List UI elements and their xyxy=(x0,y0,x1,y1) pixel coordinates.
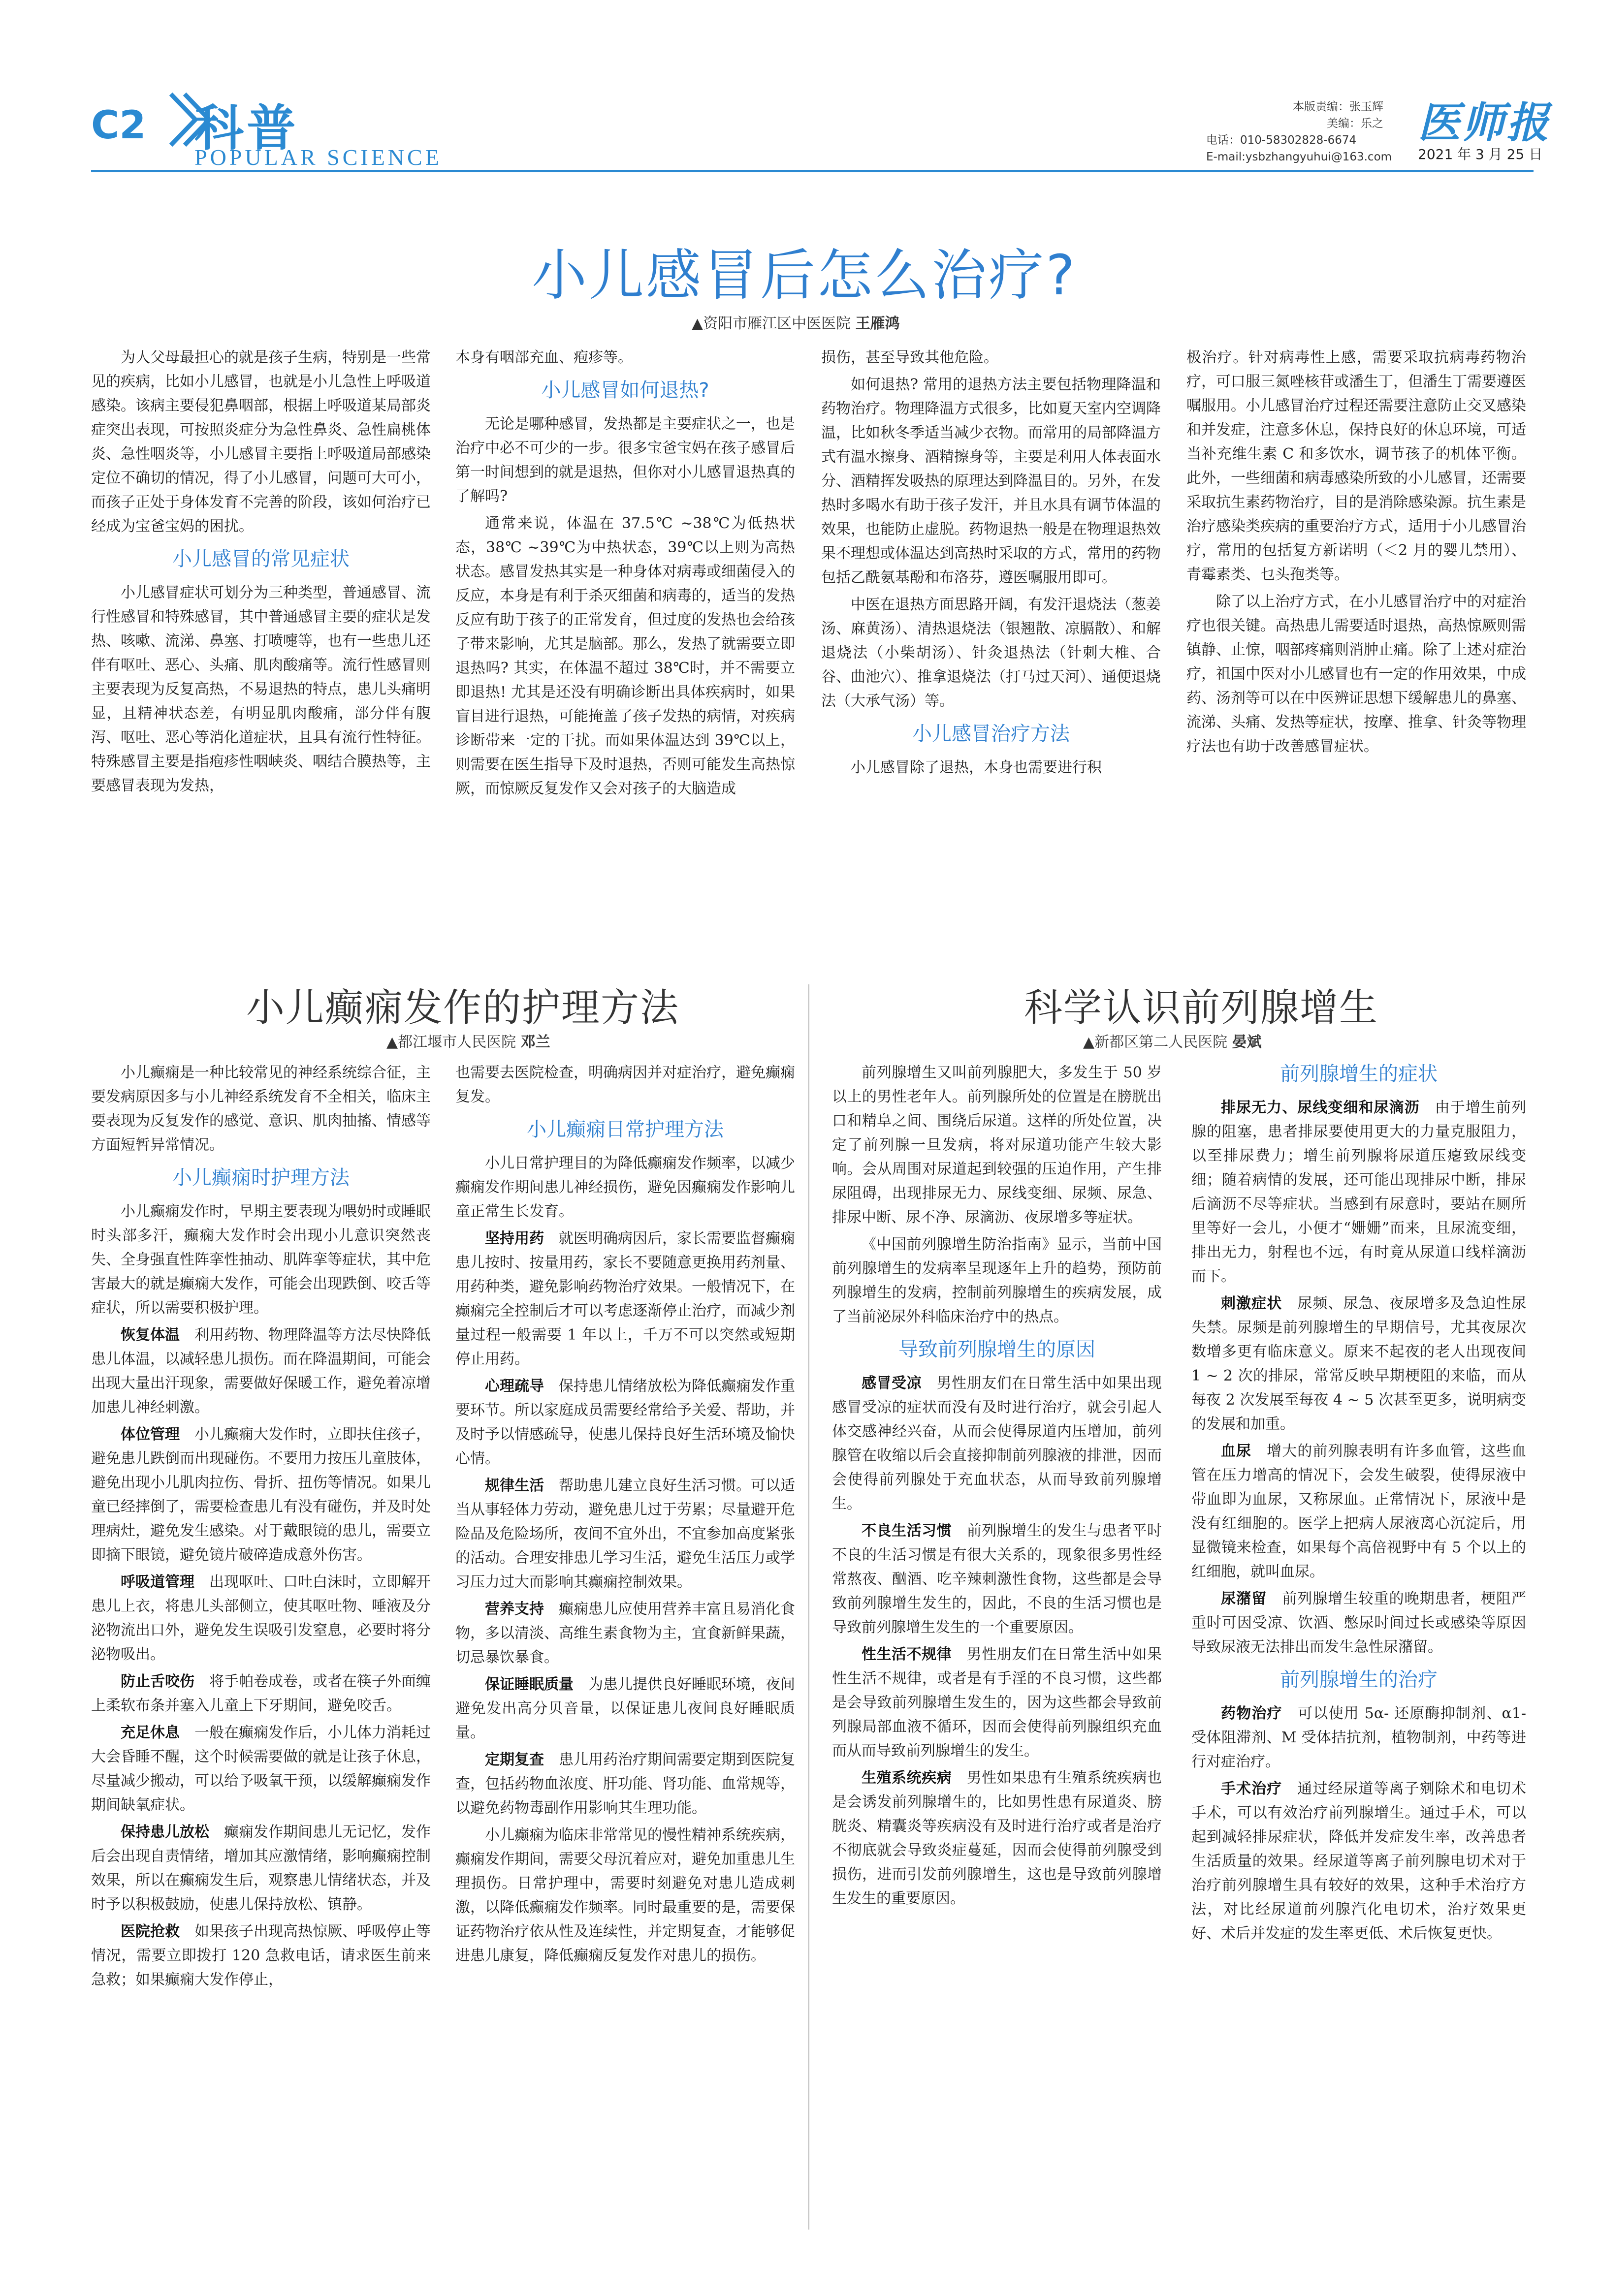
keyword: 体位管理 xyxy=(121,1426,180,1443)
article3-byline-author: 晏斌 xyxy=(1232,1034,1262,1051)
paragraph-text: 可以使用 5α- 还原酶抑制剂、α1- 受体阻滞剂、M 受体拮抗剂，植物制剂，中药等进行对症治疗。 xyxy=(1191,1705,1527,1770)
article2-title: 小儿癫痫发作的护理方法 xyxy=(246,986,680,1030)
subheading: 小儿癫痫日常护理方法 xyxy=(527,1118,724,1141)
paragraph: 除了以上治疗方式，在小儿感冒治疗中的对症治疗也很关键。高热患儿需要适时退热，高热惊厥则需镇静、止惊，咽部疼痛则消肿止痛。除了上述对症治疗，祖国中医对小儿感冒也有一定的作用效果，中成药、汤剂等可以在中医辨证思想下缓解患儿的鼻塞、流涕、头痛、发热等症状，按摩、推拿、针灸等物理疗法也有助于改善感冒症状。 xyxy=(1186,593,1526,755)
subheading: 导致前列腺增生的原因 xyxy=(898,1338,1095,1361)
keyword: 防止舌咬伤 xyxy=(121,1673,194,1690)
paragraph: 《中国前列腺增生防治指南》显示，当前中国前列腺增生的发病率呈现逐年上升的趋势，预防前列腺增生的发病，控制前列腺增生的疾病发展，成了当前泌尿外科临床治疗中的热点。 xyxy=(832,1236,1162,1325)
paragraph: 前列腺增生又叫前列腺肥大，多发生于 50 岁以上的男性老年人。前列腺所处的位置是在膀胱出口和精阜之间、围绕后尿道。这样的所处位置，决定了前列腺一旦发病，将对尿道功能产生较大影响。会从周围对尿道起到较强的压迫作用，产生排尿阻碍，出现排尿无力、尿线变细、尿频、尿急、排尿中断、尿不净、尿滴沥、夜尿增多等症状。 xyxy=(832,1064,1162,1226)
paragraph-text: 癫痫发作期间患儿无记忆，发作后会出现自责情绪，增加其应激情绪，影响癫痫控制效果，所以在癫痫发生后，观察患儿情绪状态，并及时予以积极鼓励，使患儿保持放松、镇静。 xyxy=(91,1824,431,1913)
phone-line: 电话：010-58302828-6674 xyxy=(1206,134,1357,147)
paragraph: 通常来说，体温在 37.5℃ ~38℃为低热状态，38℃ ~39℃为中热状态，39℃以上则为高热状态。感冒发热其实是一种身体对病毒或细菌侵入的反应，本身是有利于杀灭细菌和病毒的，适当的发热反应有助于孩子的正常发育，但过度的发热也会给孩子带来影响，尤其是脑部。那么，发热了就需要立即退热吗? 其实，在体温不超过 38℃时，并不需要立即退热! 尤其是还没有明确诊断出具体疾病时，如果盲目进行退热，可能掩盖了孩子发热的病情，对疾病诊断带来一定的干扰。而如果体温达到 39℃以上，则需要在医生指导下及时退热，否则可能发生高热惊厥，而惊厥反复发作又会对孩子的大脑造成 xyxy=(455,515,795,797)
paragraph: 极治疗。针对病毒性上感，需要采取抗病毒药物治疗，可口服三氮唑核苷或潘生丁，但潘生丁需要遵医嘱服用。小儿感冒治疗过程还需要注意防止交叉感染和并发症，注意多休息，保持良好的休息环境，可适当补充维生素 C 和多饮水，调节孩子的机体平衡。此外，一些细菌和病毒感染所致的小儿感冒，还需要采取抗生素药物治疗，目的是消除感染源。抗生素是治疗感染类疾病的重要治疗方式，适用于小儿感冒治疗，常用的包括复方新诺明（＜2 月的婴儿禁用）、青霉素类、乜头孢类等。 xyxy=(1186,349,1526,583)
keyword: 规律生活 xyxy=(485,1477,544,1494)
paragraph xyxy=(832,1642,1162,1763)
keyword: 恢复体温 xyxy=(121,1326,180,1344)
paragraph-text: 男性朋友们在日常生活中如果出现感冒受凉的症状而没有及时进行治疗，就会引起人体交感神经兴奋，从而会使得尿道内压增加，前列腺管在收缩以后会直接抑制前列腺液的排泄，因而会使得前列腺处于充血状态，从而导致前列腺增生。 xyxy=(832,1375,1162,1512)
article3-title: 科学认识前列腺增生 xyxy=(1024,986,1379,1030)
header-rule xyxy=(91,170,1534,172)
article2-column-2 xyxy=(455,1061,795,1971)
paragraph xyxy=(91,1721,431,1817)
article1-column-2 xyxy=(455,346,795,804)
paragraph-text: 就医明确病因后，家长需要监督癫痫患儿按时、按量用药，家长不要随意更换用药剂量、用药种类，避免影响药物治疗效果。一般情况下，在癫痫完全控制后才可以考虑逐渐停止治疗，而减少剂量过程一般需要 1 年以上，千万不可以突然或短期停止用药。 xyxy=(455,1230,795,1368)
subheading: 小儿感冒如何退热? xyxy=(541,379,709,402)
paragraph: 如何退热? 常用的退热方法主要包括物理降温和药物治疗。物理降温方式很多，比如夏天室内空调降温，比如秋冬季适当减少衣物。而常用的局部降温方式有温水擦身、酒精擦身等，主要是利用人体表面水分、酒精挥发吸热的原理达到降温目的。另外，在发热时多喝水有助于孩子发汗，并且水具有调节体温的效果，也能防止虚脱。药物退热一般是在物理退热效果不理想或体温达到高热时采取的方式，常用的药物包括乙酰氨基酚和布洛芬，遵医嘱服用即可。 xyxy=(821,376,1161,586)
article3-byline xyxy=(1083,1030,1262,1051)
paragraph xyxy=(455,1474,795,1594)
article2-column-1 xyxy=(91,1061,431,1995)
keyword: 心理疏导 xyxy=(485,1378,544,1395)
paragraph-text: 由于增生前列腺的阻塞，患者排尿要使用更大的力量克服阻力，以至排尿费力；增生前列腺将尿道压瘪致尿线变细；随着病情的发展，还可能出现排尿中断，排尿后滴沥不尽等症状。当感到有尿意时，要站在厕所里等好一会儿，小便才“姗姗”而来，且尿流变细，排出无力，射程也不远，有时竟从尿道口线样滴沥而下。 xyxy=(1191,1099,1527,1285)
masthead-logo: 医师报 xyxy=(1418,98,1551,148)
editor-credits xyxy=(1206,98,1383,132)
paragraph-text: 将手帕卷成卷，或者在筷子外面缠上柔软布条并塞入儿童上下牙期间，避免咬舌。 xyxy=(91,1673,431,1714)
keyword: 定期复查 xyxy=(485,1751,544,1768)
keyword: 不良生活习惯 xyxy=(862,1522,952,1540)
paragraph-text: 前列腺增生较重的晚期患者，梗阻严重时可因受凉、饮酒、憋尿时间过长或感染等原因导致尿液无法排出而发生急性尿潴留。 xyxy=(1191,1590,1527,1656)
paragraph xyxy=(91,1820,431,1917)
article2-byline xyxy=(386,1030,550,1051)
paragraph-text: 前列腺增生的发生与患者平时不良的生活习惯是有很大关系的，现象很多男性经常熬夜、酗酒、吃辛辣刺激性食物，这些都是会导致前列腺增生发生的，因此，不良的生活习惯也是导致前列腺增生发生的一个重要原因。 xyxy=(832,1522,1162,1636)
paragraph-text: 利用药物、物理降温等方法尽快降低患儿体温，以减轻患儿损伤。而在降温期间，可能会出现大量出汗现象，需要做好保暖工作，避免着凉增加患儿神经刺激。 xyxy=(91,1326,431,1416)
paragraph: 小儿感冒除了退热，本身也需要进行积 xyxy=(851,759,1102,776)
keyword: 血尿 xyxy=(1221,1443,1252,1460)
paragraph-text: 男性朋友们在日常生活中如果性生活不规律，或者是有手淫的不良习惯，这些都是会导致前列腺增生发生的，因为这些都会导致前列腺局部血液不循环，因而会使得前列腺组织充血而从而导致前列腺增生的发生。 xyxy=(832,1646,1162,1760)
paragraph xyxy=(1191,1291,1526,1436)
keyword: 排尿无力、尿线变细和尿滴沥 xyxy=(1221,1099,1420,1116)
paragraph-text: 如果孩子出现高热惊厥、呼吸停止等情况，需要立即拨打 120 急救电话，请求医生前来急救；如果癫痫大发作停止， xyxy=(91,1923,431,1988)
paragraph xyxy=(455,1748,795,1820)
column-divider xyxy=(808,984,809,2230)
paragraph xyxy=(91,1570,431,1667)
article1-column-4 xyxy=(1186,346,1526,761)
article1-byline-org: ▲资阳市雁江区中医医院 xyxy=(692,315,851,332)
keyword: 保证睡眠质量 xyxy=(485,1676,574,1693)
paragraph xyxy=(91,1669,431,1718)
keyword: 营养支持 xyxy=(485,1601,544,1618)
paragraph xyxy=(832,1371,1162,1516)
paragraph xyxy=(455,1374,795,1471)
keyword: 生殖系统疾病 xyxy=(862,1769,952,1787)
subheading: 前列腺增生的治疗 xyxy=(1280,1668,1438,1691)
paragraph: 小儿癫痫发作时，早期主要表现为喂奶时或睡眠时头部多汗，癫痫大发作时会出现小儿意识突然丧失、全身强直性阵挛性抽动、肌阵挛等症状，其中危害最大的就是癫痫大发作，可能会出现跌倒、咬舌等症状，所以需要积极护理。 xyxy=(91,1203,431,1317)
subheading: 小儿感冒治疗方法 xyxy=(912,723,1070,745)
paragraph xyxy=(1191,1587,1526,1659)
article2-byline-author: 邓兰 xyxy=(520,1034,550,1051)
article1-column-3 xyxy=(821,346,1161,783)
keyword: 刺激症状 xyxy=(1221,1295,1282,1312)
page-number: C2 xyxy=(91,103,146,148)
paragraph: 小儿感冒症状可划分为三种类型，普通感冒、流行性感冒和特殊感冒，其中普通感冒主要的症状是发热、咳嗽、流涕、鼻塞、打喷嚏等，也有一些患儿还伴有呕吐、恶心、头痛、肌肉酸痛等。流行性感冒则主要表现为反复高热，不易退热的特点，患儿头痛明显，且精神状态差，有明显肌肉酸痛，部分伴有腹泻、呕吐、恶心等消化道症状，且具有流行性特征。特殊感冒主要是指疱疹性咽峡炎、咽结合膜热等，主要感冒表现为发热， xyxy=(91,584,431,794)
keyword: 手术治疗 xyxy=(1221,1780,1282,1797)
paragraph xyxy=(91,1422,431,1567)
paragraph xyxy=(455,1227,795,1371)
paragraph-text: 小儿癫痫大发作时，立即扶住孩子，避免患儿跌倒而出现碰伤。不要用力按压儿童肢体，避免出现小儿肌肉拉伤、骨折、扭伤等情况。如果儿童已经摔倒了，需要检查患儿有没有碰伤，并及时处理病灶，避免发生感染。对于戴眼镜的患儿，需要立即摘下眼镜，避免镜片破碎造成意外伤害。 xyxy=(91,1426,431,1564)
subheading: 小儿感冒的常见症状 xyxy=(172,548,350,570)
article1-byline xyxy=(692,311,900,333)
paragraph xyxy=(1191,1777,1526,1946)
paragraph xyxy=(1191,1096,1526,1289)
paragraph-text: 患儿用药治疗期间需要定期到医院复查，包括药物血浓度、肝功能、肾功能、血常规等，以避免药物毒副作用影响其生理功能。 xyxy=(455,1751,795,1817)
keyword: 充足休息 xyxy=(121,1724,180,1741)
section-subtitle: POPULAR SCIENCE xyxy=(194,145,442,170)
paragraph xyxy=(832,1766,1162,1911)
paragraph: 小儿癫痫为临床非常常见的慢性精神系统疾病，癫痫发作期间，需要父母沉着应对，避免加重患儿生理损伤。日常护理中，需要时刻避免对患儿造成刺激，以降低癫痫发作频率。同时最重要的是，需要保证药物治疗依从性及连续性，并定期复查，才能够促进患儿康复，降低癫痫反复发作对患儿的损伤。 xyxy=(455,1826,795,1964)
keyword: 坚持用药 xyxy=(485,1230,544,1247)
keyword: 感冒受凉 xyxy=(862,1375,922,1392)
paragraph: 也需要去医院检查，明确病因并对症治疗，避免癫痫复发。 xyxy=(455,1064,795,1105)
paragraph-text: 为患儿提供良好睡眠环境，夜间避免发出高分贝音量，以保证患儿夜间良好睡眠质量。 xyxy=(455,1676,795,1741)
paragraph xyxy=(1191,1701,1526,1774)
subheading: 前列腺增生的症状 xyxy=(1280,1063,1438,1085)
article1-column-1 xyxy=(91,346,431,801)
paragraph-text: 通过经尿道等离子剜除术和电切术手术，可以有效治疗前列腺增生。通过手术，可以起到减轻排尿症状，降低并发症发生率，改善患者生活质量的效果。经尿道等离子前列腺电切术对于治疗前列腺增生具有较好的效果，这种手术治疗方法，对比经尿道前列腺汽化电切术，治疗效果更好、术后并发症的发生率更低、术后恢复更快。 xyxy=(1191,1780,1527,1942)
paragraph: 小儿日常护理目的为降低癫痫发作频率，以减少癫痫发作期间患儿神经损伤，避免因癫痫发作影响儿童正常生长发育。 xyxy=(455,1155,795,1220)
paragraph xyxy=(455,1672,795,1745)
paragraph-text: 出现呕吐、口吐白沫时，立即解开患儿上衣，将患儿头部侧立，使其呕吐物、唾液及分泌物流出口外，避免发生误吸引发窒息，必要时将分泌物吸出。 xyxy=(91,1573,431,1663)
paragraph-text: 一般在癫痫发作后，小儿体力消耗过大会昏睡不醒，这个时候需要做的就是让孩子休息，尽量减少搬动，可以给予吸氧干预，以缓解癫痫发作期间缺氧症状。 xyxy=(91,1724,431,1814)
keyword: 保持患儿放松 xyxy=(121,1824,209,1841)
paragraph-text: 帮助患儿建立良好生活习惯。可以适当从事轻体力劳动，避免患儿过于劳累；尽量避开危险品及危险场所，夜间不宜外出，不宜参加高度紧张的活动。合理安排患儿学习生活，避免生活压力或学习压力过大而影响其癫痫控制效果。 xyxy=(455,1477,795,1591)
paragraph-text: 增大的前列腺表明有许多血管，这些血管在压力增高的情况下，会发生破裂，使得尿液中带血即为血尿，又称尿血。正常情况下，尿液中是没有红细胞的。医学上把病人尿液离心沉淀后，用显微镜来检查，如果每个高倍视野中有 5 个以上的红细胞，就叫血尿。 xyxy=(1191,1443,1527,1580)
paragraph xyxy=(91,1919,431,1992)
contact-info xyxy=(1206,132,1442,165)
paragraph: 损伤，甚至导致其他危险。 xyxy=(821,349,998,366)
paragraph: 无论是哪种感冒，发热都是主要症状之一，也是治疗中必不可少的一步。很多宝爸宝妈在孩子感冒后第一时间想到的就是退热，但你对小儿感冒退热真的了解吗? xyxy=(455,415,795,505)
keyword: 尿潴留 xyxy=(1221,1590,1267,1607)
article1-byline-author: 王雁鸿 xyxy=(855,315,900,332)
keyword: 药物治疗 xyxy=(1221,1705,1282,1722)
paragraph-text: 癫痫患儿应使用营养丰富且易消化食物，多以清淡、高维生素食物为主，宜食新鲜果蔬，切忌暴饮暴食。 xyxy=(455,1601,795,1666)
section-title: 科普 xyxy=(194,99,299,157)
paragraph: 本身有咽部充血、疱疹等。 xyxy=(455,349,633,366)
paragraph xyxy=(1191,1439,1526,1584)
keyword: 医院抢救 xyxy=(121,1923,180,1940)
paragraph: 为人父母最担心的就是孩子生病，特别是一些常见的疾病，比如小儿感冒，也就是小儿急性上呼吸道感染。该病主要侵犯鼻咽部，根据上呼吸道某局部炎症突出表现，可按照炎症分为急性鼻炎、急性扁桃体炎、急性咽炎等，小儿感冒主要指上呼吸道局部感染定位不确切的情况，得了小儿感冒，问题可大可小，而孩子正处于身体发育不完善的阶段，该如何治疗已经成为宝爸宝妈的困扰。 xyxy=(91,349,431,535)
designer-line: 美编：乐之 xyxy=(1327,117,1383,130)
issue-date: 2021 年 3 月 25 日 xyxy=(1418,146,1543,162)
paragraph-text: 尿频、尿急、夜尿增多及急迫性尿失禁。尿频是前列腺增生的早期信号，尤其夜尿次数增多更有临床意义。原来不起夜的老人出现夜间 1 ~ 2 次的排尿，常常反映早期梗阻的来临，而从每夜 2 次发展至每夜 4 ~ 5 次甚至更多，说明病变的发展和加重。 xyxy=(1191,1295,1527,1433)
paragraph-text: 男性如果患有生殖系统疾病也是会诱发前列腺增生的，比如男性患有尿道炎、膀胱炎、精囊炎等疾病没有及时进行治疗或者是治疗不彻底就会导致炎症蔓延，因而会使得前列腺受到损伤，进而引发前列腺增生，这也是导致前列腺增生发生的重要原因。 xyxy=(832,1769,1162,1907)
paragraph: 小儿癫痫是一种比较常见的神经系统综合征，主要发病原因多与小儿神经系统发育不全相关，临床主要表现为反复发作的感觉、意识、肌肉抽搐、情感等方面短暂异常情况。 xyxy=(91,1064,431,1154)
article2-byline-org: ▲都江堰市人民医院 xyxy=(386,1034,516,1051)
article3-byline-org: ▲新都区第二人民医院 xyxy=(1083,1034,1228,1051)
editor-line: 本版责编：张玉辉 xyxy=(1293,100,1383,113)
keyword: 呼吸道管理 xyxy=(121,1573,194,1591)
email-line: E-mail:ysbzhangyuhui@163.com xyxy=(1206,151,1392,163)
article3-column-2 xyxy=(1191,1053,1526,1949)
paragraph-text: 保持患儿情绪放松为降低癫痫发作重要环节。所以家庭成员需要经常给予关爱、帮助，并及时予以情感疏导，使患儿保持良好生活环境及愉快心情。 xyxy=(455,1378,795,1467)
paragraph xyxy=(91,1323,431,1419)
paragraph: 中医在退热方面思路开阔，有发汗退烧法（葱姜汤、麻黄汤）、清热退烧法（银翘散、凉膈散）、和解退烧法（小柴胡汤）、针灸退热法（针刺大椎、合谷、曲池穴）、推拿退烧法（打马过天河）、通便退烧法（大承气汤）等。 xyxy=(821,596,1161,710)
article1-title: 小儿感冒后怎么治疗? xyxy=(532,244,1077,308)
paragraph xyxy=(832,1519,1162,1639)
subheading: 小儿癫痫时护理方法 xyxy=(172,1166,350,1189)
article3-column-1 xyxy=(832,1061,1162,1914)
paragraph xyxy=(455,1597,795,1669)
keyword: 性生活不规律 xyxy=(862,1646,952,1663)
